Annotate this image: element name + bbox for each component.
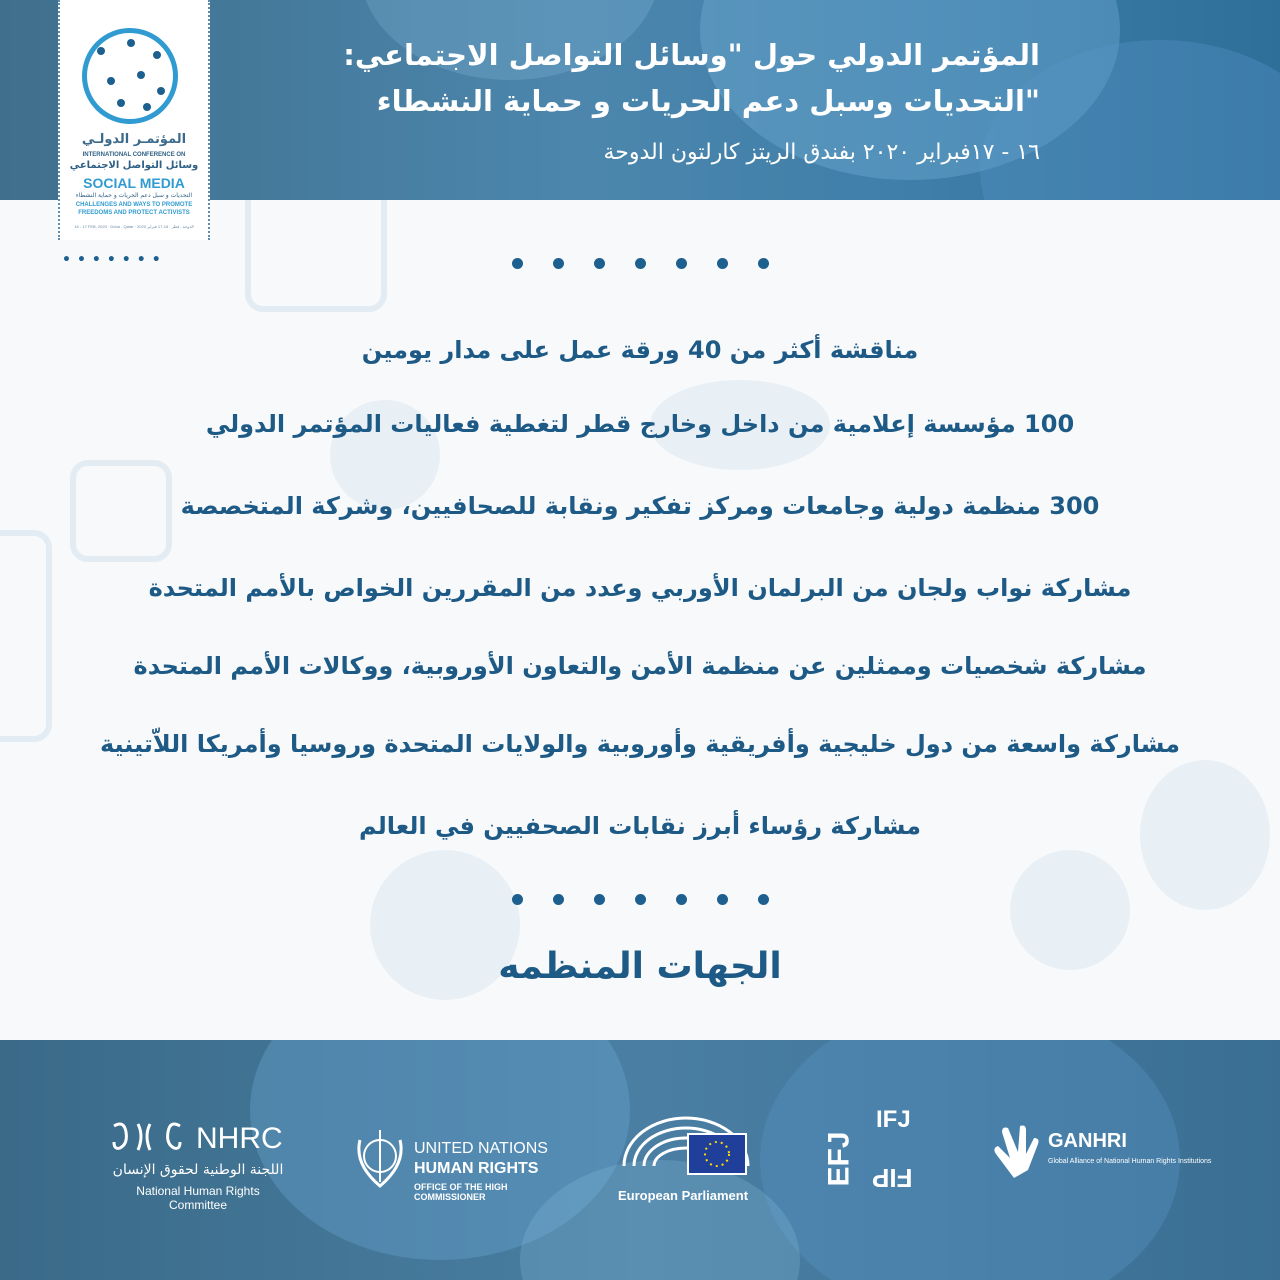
highlight-item: 300 منظمة دولية وجامعات ومركز تفكير ونقابة للصحافيين، وشركة المتخصصة — [180, 492, 1100, 520]
dots-divider-bottom — [0, 890, 1280, 909]
conference-logo — [58, 0, 210, 240]
ganhri-full: Global Alliance of National Human Rights Institutions — [1048, 1158, 1212, 1165]
logo-ar-title: المؤتمـر الدولـي — [81, 132, 187, 147]
content-background — [0, 200, 1280, 1040]
logo-en-challenges — [60, 201, 208, 217]
ifj-efj-logo — [822, 1106, 922, 1206]
ifj-text: IFJ — [876, 1106, 911, 1133]
dots-divider-top — [0, 254, 1280, 273]
ep-name: European Parliament — [618, 1188, 749, 1203]
un-line2: HUMAN RIGHTS — [414, 1160, 539, 1177]
ep-hemicycle-icon — [616, 1106, 766, 1186]
european-parliament-logo — [616, 1106, 776, 1206]
fip-text: FIP — [872, 1163, 913, 1193]
logo-en-line1: INTERNATIONAL CONFERENCE ON — [82, 152, 186, 158]
highlight-item: مشاركة نواب ولجان من البرلمان الأوربي وعدد من المقررين الخواص بالأمم المتحدة — [148, 574, 1132, 602]
highlight-item: مشاركة شخصيات وممثلين عن منظمة الأمن والتعاون الأوروبية، ووكالات الأمم المتحدة — [133, 652, 1147, 680]
logo-ar-challenges: التحديات و سبل دعم الحريات و حماية النشطاء — [75, 192, 193, 199]
nhrc-en-name: National Human Rights Committee — [136, 1184, 260, 1212]
highlight-item: مناقشة أكثر من 40 ورقة عمل على مدار يومين — [361, 336, 919, 364]
organizers-heading: الجهات المنظمه — [498, 946, 782, 987]
footer-organizers — [0, 1040, 1280, 1280]
un-emblem-icon — [350, 1124, 410, 1194]
logo-en-line3: FREEDOMS AND PROTECT ACTIVISTS — [78, 210, 190, 216]
highlight-item: 100 مؤسسة إعلامية من داخل وخارج قطر لتغطية فعاليات المؤتمر الدولي — [205, 410, 1075, 438]
nhrc-ar-name: اللجنة الوطنية لحقوق الإنسان — [112, 1162, 284, 1178]
ganhri-hand-icon — [988, 1124, 1040, 1180]
un-human-rights-logo — [350, 1124, 580, 1204]
logo-en-line2: CHALLENGES AND WAYS TO PROMOTE — [75, 202, 193, 208]
side-dots-decoration: ••••••• — [62, 252, 167, 268]
header-title-line1: المؤتمر الدولي حول "وسائل التواصل الاجتماعي: — [343, 38, 1040, 72]
social-network-icon — [82, 28, 178, 124]
un-line1: UNITED NATIONS — [414, 1140, 548, 1157]
highlight-item: مشاركة رؤساء أبرز نقابات الصحفيين في العالم — [358, 812, 922, 840]
nhrc-emblem-icon — [108, 1118, 188, 1158]
ganhri-logo — [988, 1124, 1218, 1184]
nhrc-abbr: NHRC — [196, 1122, 283, 1155]
efj-text: EFJ — [822, 1131, 856, 1187]
header-date-line: ١٦ - ١٧فبراير ٢٠٢٠ بفندق الريتز كارلتون الدوحة — [603, 140, 1040, 165]
un-line3: OFFICE OF THE HIGH COMMISSIONER — [414, 1182, 508, 1202]
header-title-line2: "التحديات وسبل دعم الحريات و حماية النشطاء — [376, 84, 1040, 118]
highlight-item: مشاركة واسعة من دول خليجية وأفريقية وأوروبية والولايات المتحدة وروسيا وأمريكا اللاّتينية — [99, 730, 1181, 758]
ganhri-abbr: GANHRI — [1048, 1130, 1127, 1152]
logo-ar-subtitle: وسائل التواصل الاجتماعي — [69, 160, 199, 171]
logo-social-media: SOCIAL MEDIA — [83, 175, 185, 191]
nhrc-logo — [108, 1118, 308, 1212]
logo-date: 16 - 17 FEB, 2020 · Doha - Qatar · الدوحة - قطر · 16-17 فبراير 2020 — [74, 224, 194, 229]
